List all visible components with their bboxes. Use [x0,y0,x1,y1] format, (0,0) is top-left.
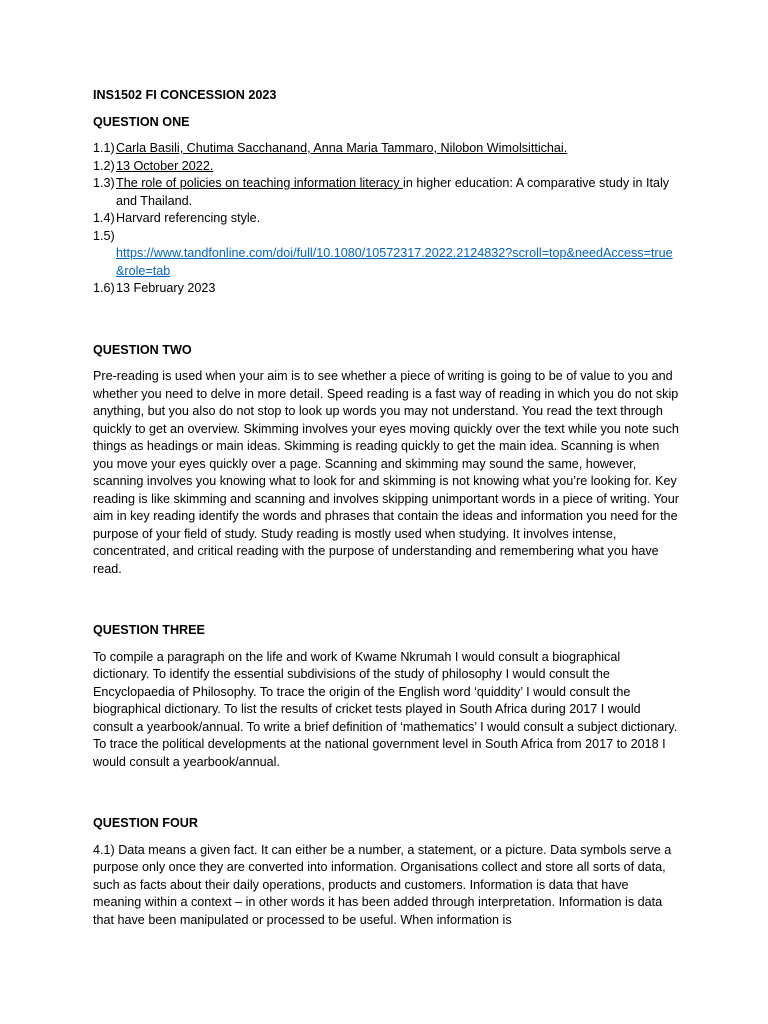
answer-1-4 [93,210,680,228]
item-number: 1.4) [93,211,115,225]
item-text: Harvard referencing style. [116,211,261,225]
answer-1-1 [93,140,680,158]
item-underlined-text: The role of policies on teaching information literacy [116,176,404,190]
question-four-answer: 4.1) Data means a given fact. It can either be a number, a statement, or a picture. Data symbols serve a purpose only once they are converted into information. Organisations collect and store all sorts of data, such as facts about their daily operations, products and customers. Information is data that have meaning within a context – in other words it has been added through interpretation. Information is data that have been manipulated or processed to be useful. When information is [93,842,672,927]
item-underlined-text: Carla Basili, Chutima Sacchanand, Anna Maria Tammaro, Nilobon Wimolsittichai. [116,141,568,155]
article-link[interactable]: https://www.tandfonline.com/doi/full/10.1080/10572317.2022.2124832?scroll=top&needAccess=true&role=tab [116,246,673,278]
question-one-heading: QUESTION ONE [93,114,190,129]
item-number: 1.6) [93,281,115,295]
item-number: 1.5) [93,228,115,243]
item-number: 1.2) [93,158,115,173]
question-one-answers [93,140,680,298]
document-title: INS1502 FI CONCESSION 2023 [93,88,277,102]
item-text: 13 February 2023 [116,281,216,295]
question-four-heading: QUESTION FOUR [93,816,198,830]
item-text: in higher education: A comparative study in Italy and Thailand. [116,176,670,208]
answer-1-2 [93,158,680,176]
answer-1-5 [93,228,680,281]
question-three-section [93,622,680,771]
question-two-answer: Pre-reading is used when your aim is to see whether a piece of writing is going to be of value to you and whether you need to delve in more detail. Speed reading is a fast way of reading in which you do not skip anything, but you also do not stop to look up words you may not understand. You read the text through quickly to get an overview. Skimming involves your eyes moving quickly over the text while you note such things as headings or main ideas. Skimming is reading quickly to get the main idea. Scanning is when you move your eyes quickly over a page. Scanning and skimming may sound the same, however, scanning involves you knowing what to look for and skimming is not knowing what you’re looking for. Key reading is like skimming and scanning and involves skipping unimportant words in a piece of writing. Your aim in key reading identify the words and phrases that contain the ideas and information you need for the purpose of your field of study. Study reading is mostly used when studying. It involves intense, concentrated, and critical reading with the purpose of understanding and remembering what you have read. [93,369,679,576]
question-two-section [93,342,680,579]
answer-1-6 [93,280,680,298]
question-three-answer: To compile a paragraph on the life and work of Kwame Nkrumah I would consult a biographical dictionary. To identify the essential subdivisions of the study of philosophy I would consult the Encyclopaedia of Philosophy. To trace the origin of the English word ‘quiddity’ I would consult the biographical dictionary. To list the results of cricket tests played in South Africa during 2017 I would consult a yearbook/annual. To write a brief definition of ‘mathematics’ I would consult a subject dictionary. To trace the political developments at the national government level in South Africa from 2017 to 2018 I would consult a yearbook/annual. [93,649,678,769]
answer-1-3 [93,175,680,210]
item-number: 1.1) [93,141,115,155]
question-four-section [93,815,680,929]
question-two-heading: QUESTION TWO [93,342,192,357]
item-underlined-text: 13 October 2022. [116,158,214,173]
question-three-heading: QUESTION THREE [93,623,205,637]
item-number: 1.3) [93,176,115,190]
